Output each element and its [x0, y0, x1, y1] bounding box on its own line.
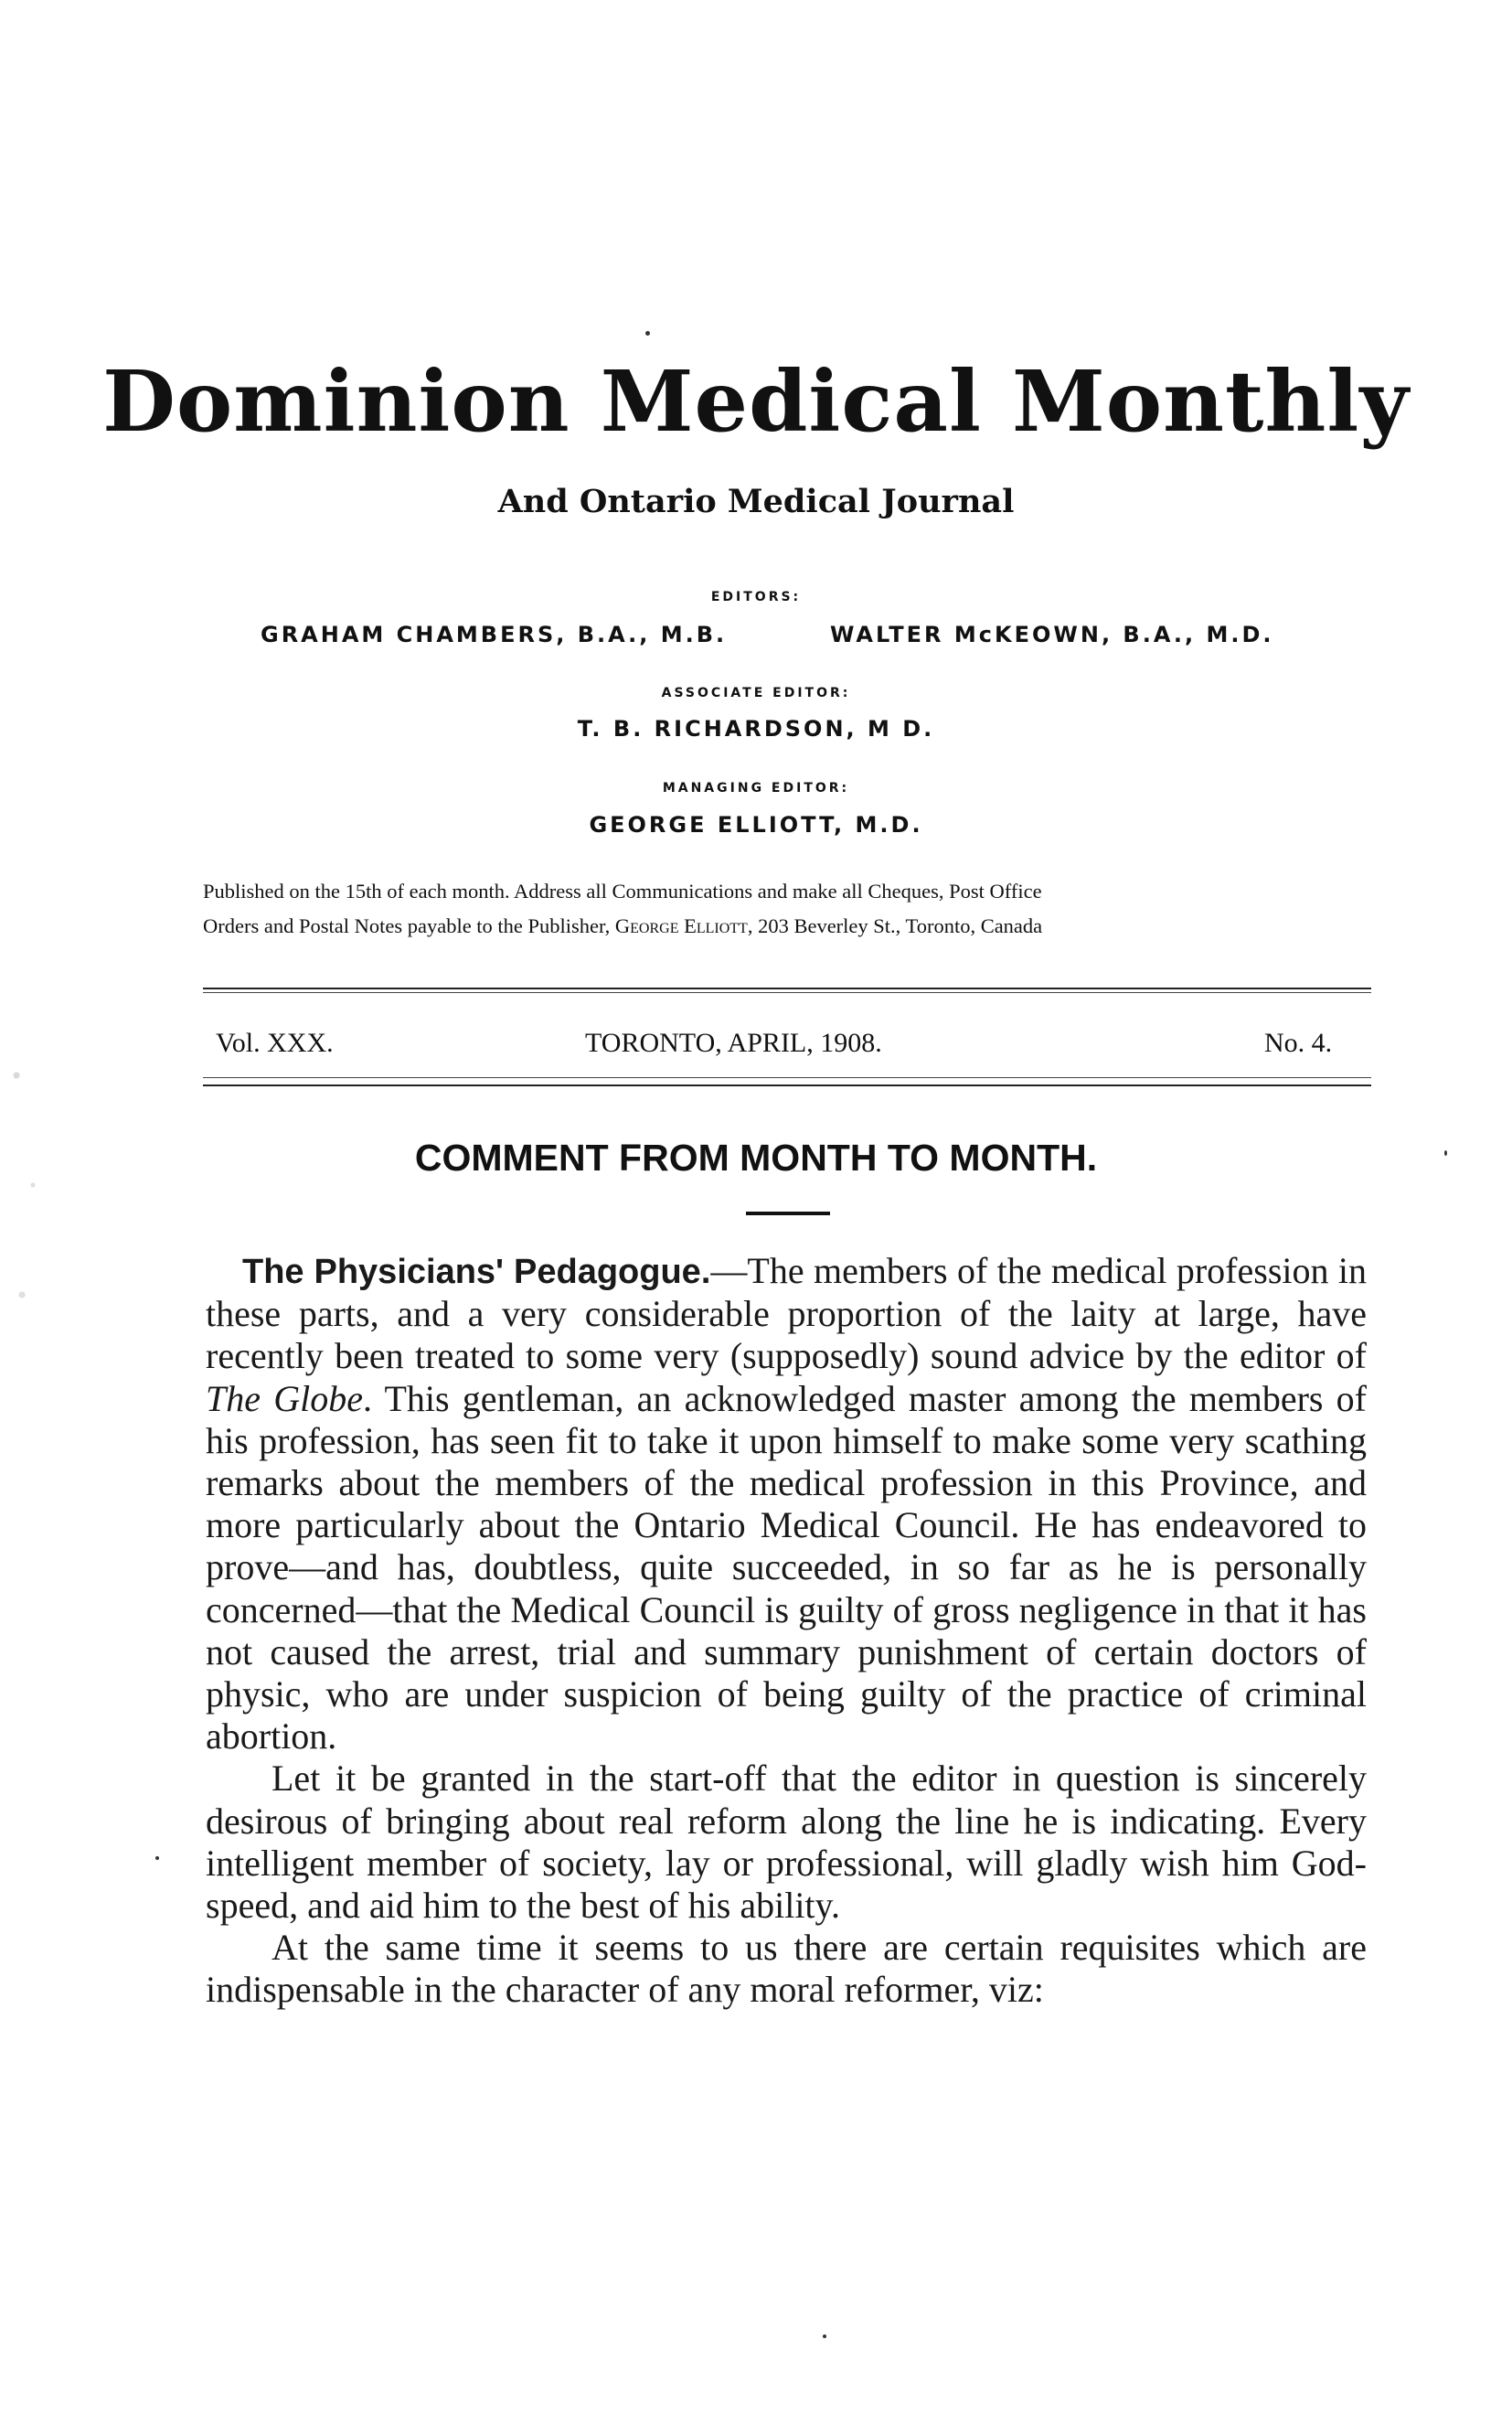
editor-1: GRAHAM CHAMBERS, B.A., M.B.: [261, 622, 728, 647]
issue-volume: Vol. XXX.: [216, 1028, 334, 1058]
issue-place-date: TORONTO, APRIL, 1908.: [585, 1028, 882, 1058]
paragraph-1-text-b: . This gentleman, an acknowledged master among the members of his profession, has seen fit to take it upon himself to make some very scathing remarks about the members of the medical profession in this Province, and more particularly about the Ontario Medical Council. He has endeavored to prove—and has, doubtless, quite succeeded, in so far as he is personally concerned—that the Medical Council is guilty of gross negligence in that it has not caused the arrest, trial and summary punishment of certain doctors of physic, who are under suspicion of being guilty of the practice of criminal abortion.: [206, 1377, 1367, 1758]
publication-notice-line-2: [203, 909, 1371, 944]
scan-speck: [1444, 1150, 1447, 1156]
masthead-title: Dominion Medical Monthly: [102, 352, 1410, 451]
article-heading: The Physicians' Pedagogue.: [242, 1253, 711, 1291]
managing-editor-label: MANAGING EDITOR:: [662, 781, 850, 796]
top-rule-thin: [203, 992, 1371, 993]
publication-notice-line-1: Published on the 15th of each month. Address all Communications and make all Cheques, Post Office: [203, 880, 1042, 903]
paragraph-1-text-a: The members of the medical profession in these parts, and a very considerable proportion of the laity at large, have recently been treated to some very (supposedly) sound advice by the editor of: [206, 1250, 1367, 1377]
masthead-subtitle: And Ontario Medical Journal: [497, 483, 1015, 520]
scan-speck: [645, 331, 650, 336]
article-body: [206, 1250, 1367, 2012]
scan-margin-noise: [0, 988, 55, 1426]
publication-notice-text: Orders and Postal Notes payable to the Publisher,: [203, 914, 611, 937]
scan-speck: [823, 2334, 826, 2338]
article-paragraph-3: At the same time it seems to us there are certain requisites which are indispensable in the character of any moral reformer, viz:: [206, 1927, 1367, 2011]
article-paragraph-1: [206, 1250, 1367, 1758]
bottom-rule-thin: [203, 1077, 1371, 1078]
section-title: COMMENT FROM MONTH TO MONTH.: [414, 1137, 1098, 1179]
bottom-rule: [203, 1084, 1371, 1086]
associate-editor-name: T. B. RICHARDSON, M D.: [577, 716, 935, 742]
publication-notice-address: , 203 Beverley St., Toronto, Canada: [747, 914, 1043, 937]
scan-speck: [155, 1856, 159, 1860]
associate-editor-label: ASSOCIATE EDITOR:: [661, 686, 851, 700]
top-rule: [203, 988, 1371, 989]
managing-editor-name: GEORGE ELLIOTT, M.D.: [589, 812, 923, 838]
newspaper-name: The Globe: [206, 1377, 363, 1419]
editors-label: EDITORS:: [710, 590, 802, 604]
article-paragraph-2: Let it be granted in the start-off that the editor in question is sincerely desirous of bringing about real reform along the line he is indicating. Every intelligent member of society, lay or professional, will gladly wish him God-speed, and aid him to the best of his ability.: [206, 1758, 1367, 1927]
article-heading-dash: —: [710, 1250, 748, 1291]
section-divider: [746, 1212, 830, 1215]
publisher-name: George Elliott: [614, 914, 748, 937]
editor-2: WALTER McKEOWN, B.A., M.D.: [830, 622, 1274, 647]
publication-notice: [203, 874, 1371, 944]
issue-number: No. 4.: [1264, 1028, 1333, 1058]
